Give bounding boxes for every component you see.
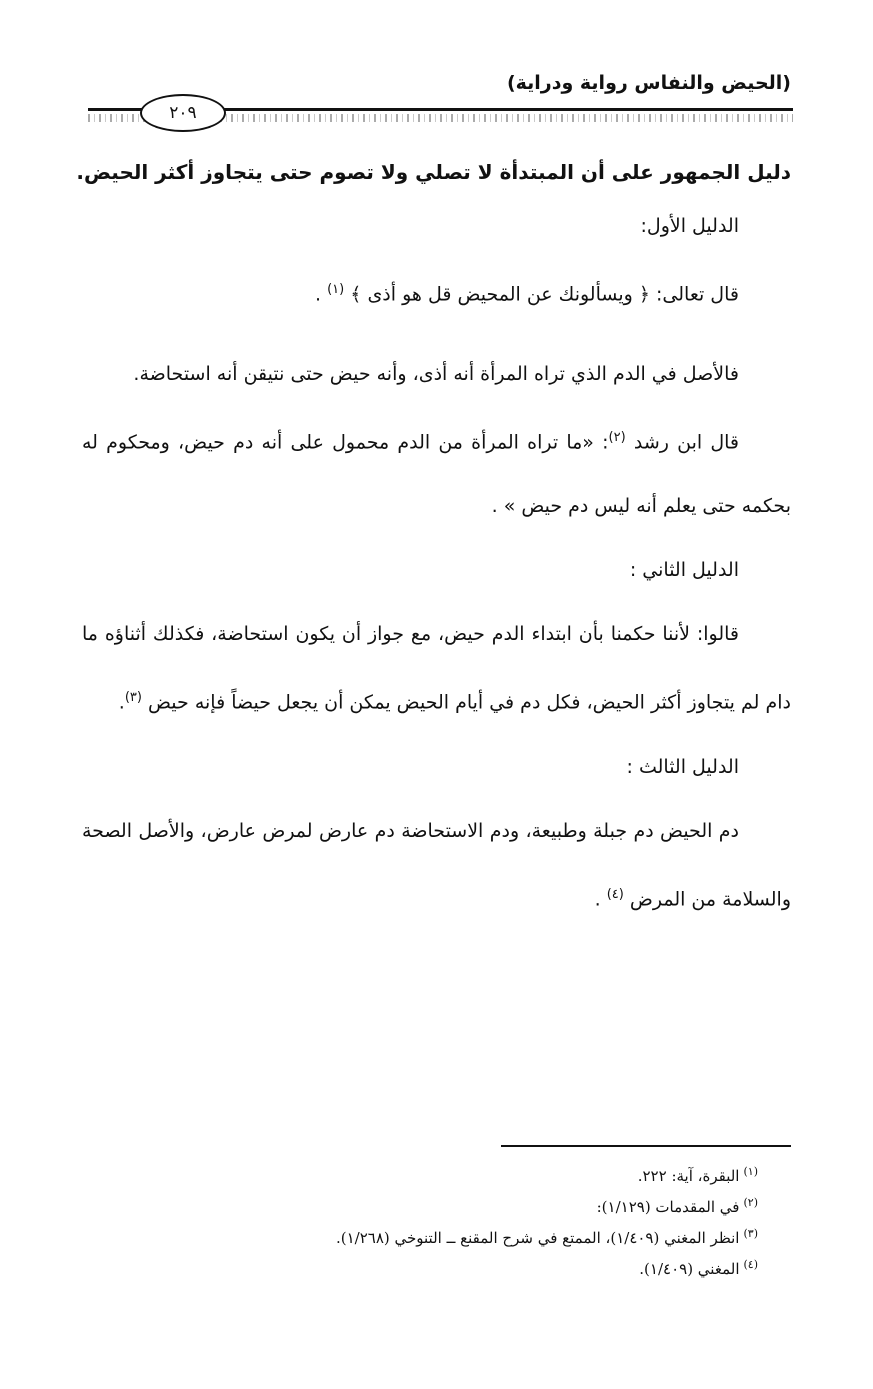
page-body — [76, 150, 791, 931]
paragraph-1: فالأصل في الدم الذي تراه المرأة أنه أذى، وأنه حيض حتى نتيقن أنه استحاضة. — [133, 363, 739, 385]
paragraph-3: قالوا: لأننا حكمنا بأن ابتداء الدم حيض، مع جواز أن يكون استحاضة، فكذلك أثناؤه ما دام لم يتجاوز أكثر الحيض، فكل دم في أيام الحيض يمكن أن يجعل حيضاً فإنه حيض $^{(٣)}$. — [82, 623, 791, 714]
footnote-4: $^{(٤)}$المغني (١/٤٠٩). — [639, 1258, 758, 1278]
paragraph-2: قال ابن رشد $^{(٢)}$: «ما تراه المرأة من الدم محمول على أنه دم حيض، ومحكوم له بحكمه حتى يعلم أنه ليس دم حيض » . — [82, 430, 791, 518]
evidence-3-title: الدليل الثالث : — [626, 755, 739, 778]
paragraph-4: دم الحيض دم جبلة وطبيعة، ودم الاستحاضة دم عارض لمرض عارض، والأصل الصحة والسلامة من المرض $^{(٤)}$ . — [82, 819, 791, 910]
page-number: ٢٠٩ — [140, 94, 226, 132]
footnote-3: $^{(٣)}$انظر المغني (١/٤٠٩)، الممتع في شرح المقنع ــ التنوخي (١/٢٦٨). — [335, 1227, 758, 1247]
footnote-2: $^{(٢)}$في المقدمات (١/١٢٩): — [596, 1196, 758, 1216]
footnote-ref-3: (٣) — [124, 690, 142, 706]
footnote-ref-2: (٢) — [608, 430, 626, 445]
verse-text: قال تعالى: ﴿ ويسألونك عن المحيض قل هو أذى ﴾ — [350, 283, 739, 306]
footnote-1: $^{(١)}$البقرة، آية: ٢٢٢. — [637, 1165, 758, 1185]
section-heading: دليل الجمهور على أن المبتدأة لا تصلي ولا تصوم حتى يتجاوز أكثر الحيض. — [76, 160, 791, 184]
evidence-2-title: الدليل الثاني : — [629, 559, 739, 582]
running-header-title: (الحيض والنفاس رواية ودراية) — [506, 72, 791, 94]
footnote-separator — [501, 1145, 791, 1147]
footnote-ref-4: (٤) — [606, 886, 624, 902]
quranic-verse: قال تعالى: ﴿ ويسألونك عن المحيض قل هو أذى ﴾ $^{(١)}$ . — [314, 282, 739, 306]
evidence-1-title: الدليل الأول: — [640, 215, 739, 237]
footnotes — [336, 1156, 758, 1280]
footnote-ref-1: (١) — [327, 282, 345, 297]
